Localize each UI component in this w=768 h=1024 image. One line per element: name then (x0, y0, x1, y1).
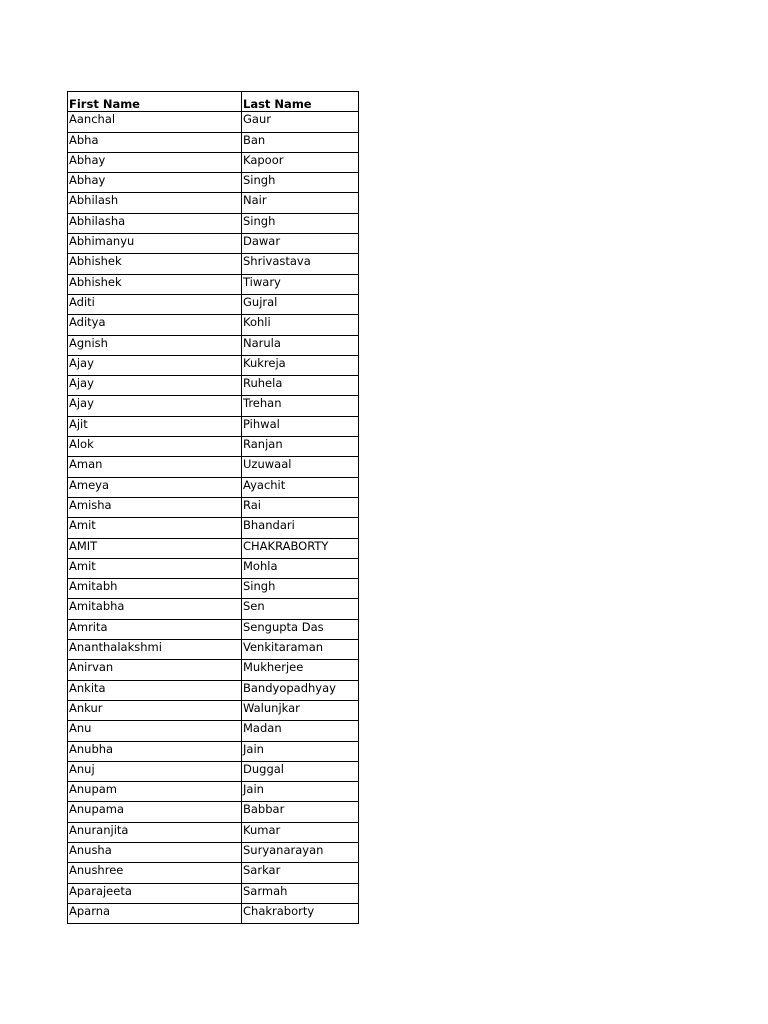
table-row (68, 254, 359, 274)
first-name-cell: Abha (68, 132, 242, 152)
first-name-cell: Amrita (68, 619, 242, 639)
last-name-cell: Duggal (242, 761, 359, 781)
table-row (68, 680, 359, 700)
table-row (68, 477, 359, 497)
first-name-cell: Amitabha (68, 599, 242, 619)
table-row (68, 497, 359, 517)
first-name-cell: Anu (68, 721, 242, 741)
names-table (67, 91, 359, 924)
last-name-cell: Walunjkar (242, 700, 359, 720)
last-name-cell: Sen (242, 599, 359, 619)
first-name-cell: Anirvan (68, 660, 242, 680)
first-name-cell: Aditi (68, 294, 242, 314)
table-row (68, 294, 359, 314)
first-name-cell: Agnish (68, 335, 242, 355)
first-name-cell: Anupam (68, 782, 242, 802)
last-name-cell: Uzuwaal (242, 457, 359, 477)
first-name-cell: Amit (68, 518, 242, 538)
first-name-cell: Abhilasha (68, 213, 242, 233)
first-name-cell: Amisha (68, 497, 242, 517)
table-row (68, 619, 359, 639)
table-row (68, 599, 359, 619)
first-name-cell: Aman (68, 457, 242, 477)
table-row (68, 903, 359, 923)
table-row (68, 315, 359, 335)
table-row (68, 579, 359, 599)
table-row (68, 213, 359, 233)
last-name-cell: Jain (242, 782, 359, 802)
table-row (68, 883, 359, 903)
last-name-cell: Madan (242, 721, 359, 741)
first-name-cell: Aparajeeta (68, 883, 242, 903)
table-row (68, 741, 359, 761)
last-name-cell: Kumar (242, 822, 359, 842)
table-row (68, 842, 359, 862)
table-row (68, 193, 359, 213)
first-name-cell: Anupama (68, 802, 242, 822)
table-row (68, 274, 359, 294)
last-name-cell: Ayachit (242, 477, 359, 497)
table-row (68, 761, 359, 781)
first-name-cell: Anubha (68, 741, 242, 761)
last-name-cell: Pihwal (242, 416, 359, 436)
last-name-header: Last Name (242, 92, 359, 112)
table-row (68, 518, 359, 538)
first-name-cell: Abhay (68, 173, 242, 193)
table-row (68, 822, 359, 842)
table-row (68, 558, 359, 578)
table-row (68, 355, 359, 375)
last-name-cell: Trehan (242, 396, 359, 416)
first-name-cell: Ajay (68, 396, 242, 416)
last-name-cell: Mukherjee (242, 660, 359, 680)
table-row (68, 335, 359, 355)
table-row (68, 700, 359, 720)
last-name-cell: Nair (242, 193, 359, 213)
first-name-cell: AMIT (68, 538, 242, 558)
last-name-cell: Ruhela (242, 376, 359, 396)
first-name-cell: Ajay (68, 355, 242, 375)
last-name-cell: Kapoor (242, 152, 359, 172)
table-row (68, 457, 359, 477)
first-name-cell: Ankur (68, 700, 242, 720)
last-name-cell: Ban (242, 132, 359, 152)
last-name-cell: Mohla (242, 558, 359, 578)
table-row (68, 132, 359, 152)
table-row (68, 538, 359, 558)
first-name-cell: Abhishek (68, 274, 242, 294)
table-row (68, 640, 359, 660)
first-name-cell: Ananthalakshmi (68, 640, 242, 660)
first-name-cell: Anusha (68, 842, 242, 862)
table-row (68, 173, 359, 193)
table-row (68, 721, 359, 741)
last-name-cell: Singh (242, 173, 359, 193)
table-row (68, 863, 359, 883)
last-name-cell: Ranjan (242, 437, 359, 457)
last-name-cell: Bhandari (242, 518, 359, 538)
table-row (68, 396, 359, 416)
header-row (68, 92, 359, 112)
last-name-cell: Singh (242, 579, 359, 599)
first-name-cell: Aditya (68, 315, 242, 335)
first-name-cell: Anushree (68, 863, 242, 883)
first-name-cell: Anuj (68, 761, 242, 781)
first-name-cell: Anuranjita (68, 822, 242, 842)
first-name-cell: Ajay (68, 376, 242, 396)
first-name-cell: Abhay (68, 152, 242, 172)
last-name-cell: Bandyopadhyay (242, 680, 359, 700)
table-body (68, 112, 359, 924)
first-name-cell: Abhishek (68, 254, 242, 274)
first-name-cell: Aanchal (68, 112, 242, 132)
last-name-cell: Chakraborty (242, 903, 359, 923)
first-name-cell: Ankita (68, 680, 242, 700)
first-name-cell: Aparna (68, 903, 242, 923)
first-name-cell: Ameya (68, 477, 242, 497)
last-name-cell: Shrivastava (242, 254, 359, 274)
first-name-cell: Amitabh (68, 579, 242, 599)
last-name-cell: Gaur (242, 112, 359, 132)
last-name-cell: Kohli (242, 315, 359, 335)
last-name-cell: Sarmah (242, 883, 359, 903)
table-row (68, 234, 359, 254)
last-name-cell: Kukreja (242, 355, 359, 375)
first-name-cell: Abhimanyu (68, 234, 242, 254)
last-name-cell: Babbar (242, 802, 359, 822)
table-row (68, 416, 359, 436)
last-name-cell: Singh (242, 213, 359, 233)
first-name-cell: Alok (68, 437, 242, 457)
last-name-cell: Narula (242, 335, 359, 355)
last-name-cell: Dawar (242, 234, 359, 254)
last-name-cell: CHAKRABORTY (242, 538, 359, 558)
last-name-cell: Venkitaraman (242, 640, 359, 660)
first-name-header: First Name (68, 92, 242, 112)
table-row (68, 152, 359, 172)
table-row (68, 660, 359, 680)
first-name-cell: Abhilash (68, 193, 242, 213)
table-row (68, 437, 359, 457)
last-name-cell: Gujral (242, 294, 359, 314)
last-name-cell: Sarkar (242, 863, 359, 883)
table-row (68, 376, 359, 396)
first-name-cell: Ajit (68, 416, 242, 436)
last-name-cell: Tiwary (242, 274, 359, 294)
last-name-cell: Suryanarayan (242, 842, 359, 862)
first-name-cell: Amit (68, 558, 242, 578)
last-name-cell: Sengupta Das (242, 619, 359, 639)
last-name-cell: Jain (242, 741, 359, 761)
table-row (68, 802, 359, 822)
last-name-cell: Rai (242, 497, 359, 517)
table-row (68, 112, 359, 132)
table-row (68, 782, 359, 802)
